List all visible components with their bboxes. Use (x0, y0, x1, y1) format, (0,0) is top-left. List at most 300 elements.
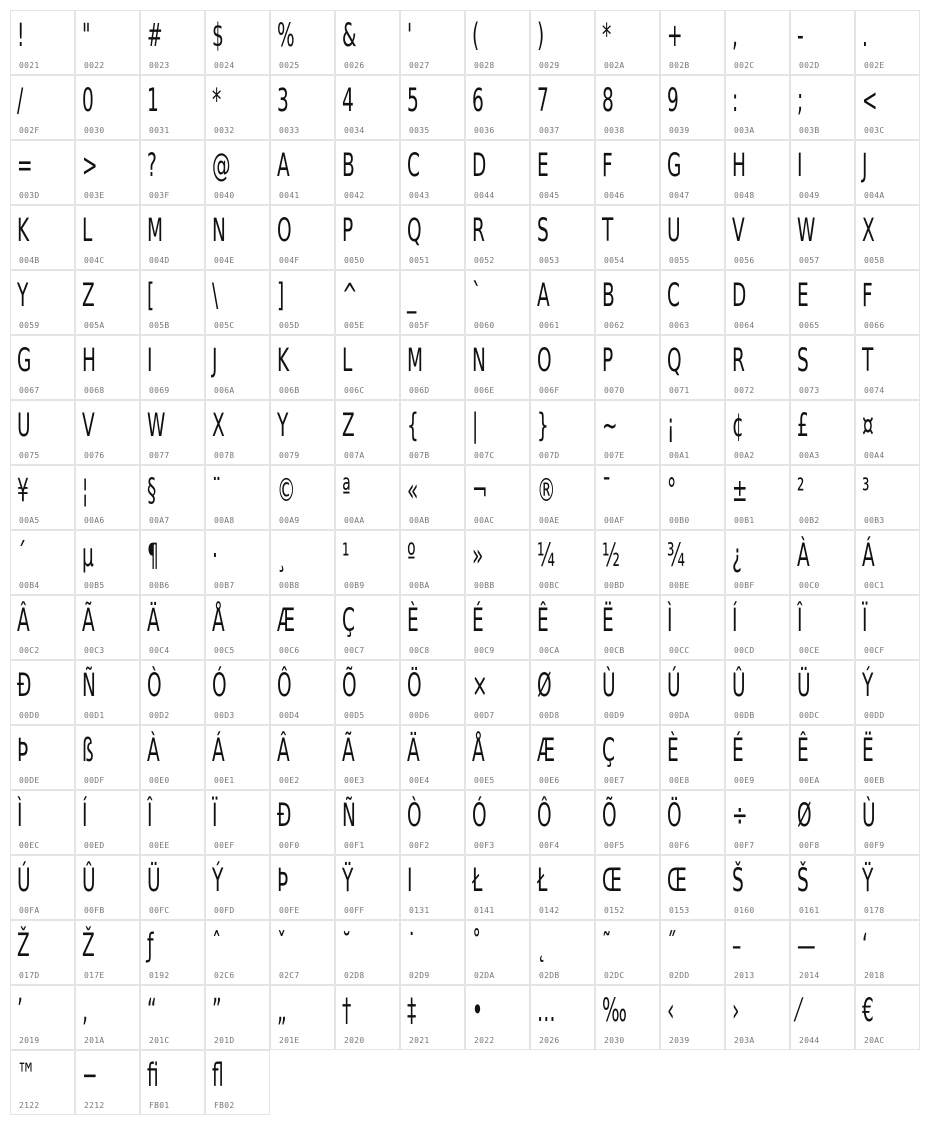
glyph-char: Æ (537, 731, 556, 769)
glyph-cell[interactable] (10, 855, 75, 920)
glyph-cell[interactable] (725, 75, 790, 140)
glyph-cell[interactable] (335, 465, 400, 530)
glyph-cell[interactable] (140, 205, 205, 270)
glyph-cell[interactable] (205, 855, 270, 920)
glyph-cell[interactable] (465, 335, 530, 400)
glyph-cell[interactable] (790, 725, 855, 790)
glyph-cell[interactable] (75, 75, 140, 140)
glyph-cell[interactable] (75, 10, 140, 75)
glyph-cell[interactable] (400, 985, 465, 1050)
glyph-code: 004F (279, 256, 300, 265)
glyph-cell[interactable] (205, 985, 270, 1050)
glyph-char: Á (212, 731, 225, 769)
glyph-cell[interactable] (595, 660, 660, 725)
glyph-cell[interactable] (465, 270, 530, 335)
glyph-code: 00EA (799, 776, 820, 785)
glyph-cell[interactable] (140, 530, 205, 595)
glyph-cell[interactable] (205, 920, 270, 985)
glyph-cell[interactable] (465, 140, 530, 205)
glyph-cell[interactable] (725, 790, 790, 855)
glyph-cell[interactable] (725, 530, 790, 595)
glyph-cell[interactable] (465, 465, 530, 530)
glyph-code: 00CB (604, 646, 625, 655)
glyph-cell[interactable] (335, 660, 400, 725)
glyph-cell[interactable] (75, 530, 140, 595)
glyph-cell[interactable] (75, 400, 140, 465)
glyph-cell[interactable] (855, 205, 920, 270)
glyph-cell[interactable] (75, 140, 140, 205)
glyph-cell[interactable] (400, 400, 465, 465)
glyph-code: 0070 (604, 386, 625, 395)
glyph-cell[interactable] (790, 790, 855, 855)
glyph-cell[interactable] (140, 660, 205, 725)
glyph-cell[interactable] (855, 335, 920, 400)
glyph-cell[interactable] (595, 530, 660, 595)
glyph-cell[interactable] (530, 335, 595, 400)
glyph-cell[interactable] (10, 465, 75, 530)
glyph-cell[interactable] (335, 725, 400, 790)
glyph-cell[interactable] (660, 205, 725, 270)
glyph-cell[interactable] (660, 335, 725, 400)
glyph-cell[interactable] (400, 75, 465, 140)
glyph-cell[interactable] (595, 790, 660, 855)
glyph-cell[interactable] (400, 10, 465, 75)
glyph-cell[interactable] (335, 270, 400, 335)
glyph-cell[interactable] (530, 660, 595, 725)
glyph-cell[interactable] (335, 920, 400, 985)
glyph-cell[interactable] (465, 790, 530, 855)
glyph-cell[interactable] (595, 920, 660, 985)
glyph-cell[interactable] (465, 10, 530, 75)
glyph-code: 00D8 (539, 711, 560, 720)
glyph-cell[interactable] (465, 400, 530, 465)
glyph-cell[interactable] (205, 465, 270, 530)
glyph-cell[interactable] (270, 920, 335, 985)
glyph-cell[interactable] (465, 205, 530, 270)
glyph-cell[interactable] (790, 465, 855, 530)
glyph-cell[interactable] (140, 465, 205, 530)
glyph-cell[interactable] (725, 10, 790, 75)
glyph-cell[interactable] (270, 400, 335, 465)
glyph-cell[interactable] (400, 335, 465, 400)
glyph-cell[interactable] (530, 855, 595, 920)
glyph-cell[interactable] (660, 465, 725, 530)
glyph-cell[interactable] (270, 10, 335, 75)
glyph-cell[interactable] (855, 75, 920, 140)
glyph-code: 0043 (409, 191, 430, 200)
glyph-cell[interactable] (465, 530, 530, 595)
glyph-code: 00E7 (604, 776, 625, 785)
glyph-cell[interactable] (595, 855, 660, 920)
glyph-code: 0074 (864, 386, 885, 395)
glyph-cell[interactable] (725, 595, 790, 660)
glyph-cell[interactable] (530, 270, 595, 335)
glyph-cell[interactable] (205, 205, 270, 270)
glyph-code: 00C4 (149, 646, 170, 655)
glyph-cell[interactable] (335, 10, 400, 75)
glyph-cell[interactable] (140, 270, 205, 335)
glyph-cell[interactable] (465, 725, 530, 790)
glyph-char: V (732, 211, 745, 249)
glyph-cell[interactable] (790, 920, 855, 985)
glyph-char: ] (277, 276, 285, 314)
glyph-char: 6 (472, 81, 484, 119)
glyph-cell[interactable] (335, 205, 400, 270)
glyph-cell[interactable] (335, 790, 400, 855)
glyph-cell[interactable] (595, 10, 660, 75)
glyph-cell[interactable] (725, 400, 790, 465)
glyph-cell[interactable] (205, 725, 270, 790)
glyph-code: 002C (734, 61, 755, 70)
glyph-cell[interactable] (270, 270, 335, 335)
glyph-cell[interactable] (725, 660, 790, 725)
glyph-cell[interactable] (75, 1050, 140, 1115)
glyph-cell[interactable] (790, 985, 855, 1050)
glyph-cell[interactable] (10, 790, 75, 855)
glyph-cell[interactable] (140, 790, 205, 855)
glyph-char: Ü (147, 861, 161, 899)
glyph-cell[interactable] (660, 140, 725, 205)
glyph-cell[interactable] (855, 985, 920, 1050)
glyph-cell[interactable] (660, 270, 725, 335)
glyph-cell[interactable] (725, 465, 790, 530)
glyph-cell[interactable] (335, 530, 400, 595)
glyph-char: / (17, 81, 24, 119)
glyph-cell[interactable] (790, 10, 855, 75)
glyph-cell[interactable] (10, 140, 75, 205)
glyph-cell[interactable] (270, 985, 335, 1050)
glyph-cell[interactable] (270, 790, 335, 855)
glyph-cell[interactable] (855, 530, 920, 595)
glyph-cell[interactable] (855, 400, 920, 465)
glyph-cell[interactable] (140, 920, 205, 985)
glyph-char: ³ (862, 471, 870, 509)
glyph-cell[interactable] (400, 660, 465, 725)
glyph-code: 00F0 (279, 841, 300, 850)
glyph-cell[interactable] (790, 270, 855, 335)
glyph-char: Æ (277, 601, 296, 639)
glyph-cell[interactable] (530, 985, 595, 1050)
glyph-cell[interactable] (75, 595, 140, 660)
glyph-cell[interactable] (530, 10, 595, 75)
glyph-cell[interactable] (790, 205, 855, 270)
glyph-cell[interactable] (205, 790, 270, 855)
glyph-char: J (862, 146, 868, 184)
glyph-code: 0053 (539, 256, 560, 265)
glyph-cell[interactable] (10, 335, 75, 400)
glyph-cell[interactable] (725, 985, 790, 1050)
glyph-cell[interactable] (465, 660, 530, 725)
glyph-cell[interactable] (855, 595, 920, 660)
glyph-code: 2039 (669, 1036, 690, 1045)
glyph-cell[interactable] (660, 530, 725, 595)
glyph-cell[interactable] (790, 400, 855, 465)
glyph-cell[interactable] (205, 270, 270, 335)
glyph-code: 00EC (19, 841, 40, 850)
glyph-cell[interactable] (75, 205, 140, 270)
glyph-cell[interactable] (10, 660, 75, 725)
glyph-char: « (407, 471, 419, 509)
glyph-cell[interactable] (75, 725, 140, 790)
glyph-cell[interactable] (725, 335, 790, 400)
glyph-cell[interactable] (205, 400, 270, 465)
glyph-cell[interactable] (400, 205, 465, 270)
glyph-code: 00BA (409, 581, 430, 590)
glyph-cell[interactable] (725, 855, 790, 920)
glyph-cell[interactable] (855, 465, 920, 530)
glyph-cell[interactable] (790, 140, 855, 205)
glyph-char: 9 (667, 81, 679, 119)
glyph-code: 003D (19, 191, 40, 200)
glyph-cell[interactable] (400, 790, 465, 855)
glyph-code: 0077 (149, 451, 170, 460)
glyph-cell[interactable] (205, 530, 270, 595)
glyph-cell[interactable] (465, 75, 530, 140)
glyph-cell[interactable] (595, 335, 660, 400)
glyph-char: R (732, 341, 745, 379)
glyph-cell[interactable] (75, 855, 140, 920)
glyph-code: 003F (149, 191, 170, 200)
glyph-cell[interactable] (400, 855, 465, 920)
glyph-code: 00DD (864, 711, 885, 720)
glyph-cell[interactable] (270, 595, 335, 660)
glyph-cell[interactable] (855, 140, 920, 205)
glyph-cell[interactable] (725, 205, 790, 270)
glyph-cell[interactable] (335, 855, 400, 920)
glyph-cell[interactable] (790, 855, 855, 920)
glyph-cell[interactable] (790, 660, 855, 725)
glyph-cell[interactable] (140, 595, 205, 660)
glyph-code: 00FE (279, 906, 300, 915)
glyph-cell[interactable] (530, 205, 595, 270)
glyph-code: 0072 (734, 386, 755, 395)
glyph-cell[interactable] (140, 725, 205, 790)
glyph-cell[interactable] (530, 400, 595, 465)
glyph-cell[interactable] (140, 10, 205, 75)
glyph-code: 0045 (539, 191, 560, 200)
glyph-cell[interactable] (465, 920, 530, 985)
glyph-cell[interactable] (400, 140, 465, 205)
glyph-cell[interactable] (595, 595, 660, 660)
glyph-char: ’ (17, 991, 23, 1029)
glyph-cell[interactable] (10, 10, 75, 75)
glyph-cell[interactable] (75, 270, 140, 335)
glyph-cell[interactable] (205, 140, 270, 205)
glyph-char: ( (472, 16, 480, 54)
glyph-cell[interactable] (660, 660, 725, 725)
glyph-cell[interactable] (530, 465, 595, 530)
glyph-code: 00D6 (409, 711, 430, 720)
glyph-code: 0076 (84, 451, 105, 460)
glyph-cell[interactable] (530, 725, 595, 790)
glyph-char: ˇ (277, 926, 287, 964)
glyph-cell[interactable] (75, 790, 140, 855)
glyph-cell[interactable] (530, 75, 595, 140)
glyph-cell[interactable] (400, 465, 465, 530)
glyph-cell[interactable] (140, 1050, 205, 1115)
glyph-cell[interactable] (855, 270, 920, 335)
glyph-cell[interactable] (660, 725, 725, 790)
glyph-cell[interactable] (10, 530, 75, 595)
glyph-code: 2022 (474, 1036, 495, 1045)
glyph-cell[interactable] (140, 75, 205, 140)
glyph-cell[interactable] (10, 400, 75, 465)
glyph-cell[interactable] (660, 10, 725, 75)
glyph-cell[interactable] (140, 855, 205, 920)
glyph-cell[interactable] (400, 530, 465, 595)
glyph-cell[interactable] (595, 140, 660, 205)
glyph-char: W (797, 211, 816, 249)
glyph-cell[interactable] (595, 985, 660, 1050)
glyph-char: Z (342, 406, 355, 444)
glyph-char: < (862, 81, 878, 119)
glyph-char: º (407, 536, 416, 574)
glyph-char: ½ (602, 536, 620, 574)
glyph-cell[interactable] (725, 920, 790, 985)
glyph-cell[interactable] (335, 595, 400, 660)
glyph-cell[interactable] (465, 595, 530, 660)
glyph-char: S (797, 341, 809, 379)
glyph-cell[interactable] (10, 75, 75, 140)
glyph-code: 00CF (864, 646, 885, 655)
glyph-code: 0031 (149, 126, 170, 135)
glyph-cell[interactable] (335, 985, 400, 1050)
glyph-cell[interactable] (205, 335, 270, 400)
glyph-cell[interactable] (660, 920, 725, 985)
glyph-char: * (602, 16, 612, 54)
glyph-cell[interactable] (270, 75, 335, 140)
glyph-code: 0065 (799, 321, 820, 330)
glyph-cell[interactable] (140, 985, 205, 1050)
glyph-cell[interactable] (790, 75, 855, 140)
glyph-cell[interactable] (75, 335, 140, 400)
glyph-cell[interactable] (335, 335, 400, 400)
glyph-cell[interactable] (855, 10, 920, 75)
glyph-char: È (667, 731, 679, 769)
glyph-cell[interactable] (855, 855, 920, 920)
glyph-code: 0062 (604, 321, 625, 330)
glyph-cell[interactable] (400, 920, 465, 985)
glyph-cell[interactable] (335, 400, 400, 465)
glyph-cell[interactable] (530, 920, 595, 985)
glyph-code: 0052 (474, 256, 495, 265)
glyph-cell[interactable] (530, 790, 595, 855)
glyph-cell[interactable] (205, 75, 270, 140)
glyph-cell[interactable] (205, 1050, 270, 1115)
glyph-cell[interactable] (270, 205, 335, 270)
glyph-code: 0024 (214, 61, 235, 70)
glyph-code: 0160 (734, 906, 755, 915)
glyph-cell[interactable] (595, 465, 660, 530)
glyph-cell[interactable] (595, 205, 660, 270)
glyph-cell[interactable] (790, 335, 855, 400)
glyph-char: ? (147, 146, 157, 184)
glyph-cell[interactable] (725, 725, 790, 790)
glyph-cell[interactable] (595, 75, 660, 140)
glyph-cell[interactable] (725, 140, 790, 205)
glyph-code: 2018 (864, 971, 885, 980)
glyph-cell[interactable] (270, 725, 335, 790)
glyph-cell[interactable] (660, 75, 725, 140)
glyph-cell[interactable] (790, 530, 855, 595)
glyph-char: P (342, 211, 354, 249)
glyph-cell[interactable] (465, 985, 530, 1050)
glyph-char: Å (212, 601, 225, 639)
glyph-cell[interactable] (530, 140, 595, 205)
glyph-cell[interactable] (75, 660, 140, 725)
glyph-cell[interactable] (10, 205, 75, 270)
glyph-cell[interactable] (10, 270, 75, 335)
glyph-cell[interactable] (75, 920, 140, 985)
glyph-cell[interactable] (10, 985, 75, 1050)
glyph-cell[interactable] (855, 790, 920, 855)
glyph-cell[interactable] (140, 400, 205, 465)
glyph-cell[interactable] (270, 660, 335, 725)
glyph-code: 00AB (409, 516, 430, 525)
glyph-cell[interactable] (660, 855, 725, 920)
glyph-cell[interactable] (10, 1050, 75, 1115)
glyph-code: 006F (539, 386, 560, 395)
glyph-cell[interactable] (465, 855, 530, 920)
glyph-cell[interactable] (75, 465, 140, 530)
glyph-code: 00B6 (149, 581, 170, 590)
glyph-cell[interactable] (400, 595, 465, 660)
glyph-cell[interactable] (725, 270, 790, 335)
glyph-code: 00BE (669, 581, 690, 590)
glyph-code: 0042 (344, 191, 365, 200)
glyph-cell[interactable] (10, 920, 75, 985)
glyph-cell[interactable] (335, 140, 400, 205)
glyph-cell[interactable] (660, 400, 725, 465)
glyph-char: Ù (602, 666, 616, 704)
glyph-code: 0131 (409, 906, 430, 915)
glyph-cell[interactable] (75, 985, 140, 1050)
glyph-cell[interactable] (140, 335, 205, 400)
glyph-cell[interactable] (10, 725, 75, 790)
glyph-cell[interactable] (530, 595, 595, 660)
glyph-cell[interactable] (335, 75, 400, 140)
glyph-cell[interactable] (855, 920, 920, 985)
glyph-char: × (472, 666, 488, 704)
glyph-cell[interactable] (400, 270, 465, 335)
glyph-cell[interactable] (270, 335, 335, 400)
glyph-cell[interactable] (270, 465, 335, 530)
glyph-cell[interactable] (855, 660, 920, 725)
glyph-cell[interactable] (595, 270, 660, 335)
glyph-cell[interactable] (530, 530, 595, 595)
glyph-cell[interactable] (855, 725, 920, 790)
glyph-cell[interactable] (270, 140, 335, 205)
glyph-cell[interactable] (660, 985, 725, 1050)
glyph-code: 0028 (474, 61, 495, 70)
glyph-cell[interactable] (595, 725, 660, 790)
glyph-cell[interactable] (205, 10, 270, 75)
glyph-char: Œ (667, 861, 687, 899)
glyph-code: 00F3 (474, 841, 495, 850)
glyph-cell[interactable] (205, 595, 270, 660)
glyph-cell[interactable] (10, 595, 75, 660)
glyph-cell[interactable] (790, 595, 855, 660)
glyph-cell[interactable] (400, 725, 465, 790)
glyph-cell[interactable] (270, 530, 335, 595)
glyph-cell[interactable] (660, 595, 725, 660)
glyph-cell[interactable] (205, 660, 270, 725)
glyph-cell[interactable] (595, 400, 660, 465)
glyph-char: Ý (212, 861, 224, 899)
glyph-cell[interactable] (660, 790, 725, 855)
glyph-cell[interactable] (140, 140, 205, 205)
glyph-cell[interactable] (270, 855, 335, 920)
